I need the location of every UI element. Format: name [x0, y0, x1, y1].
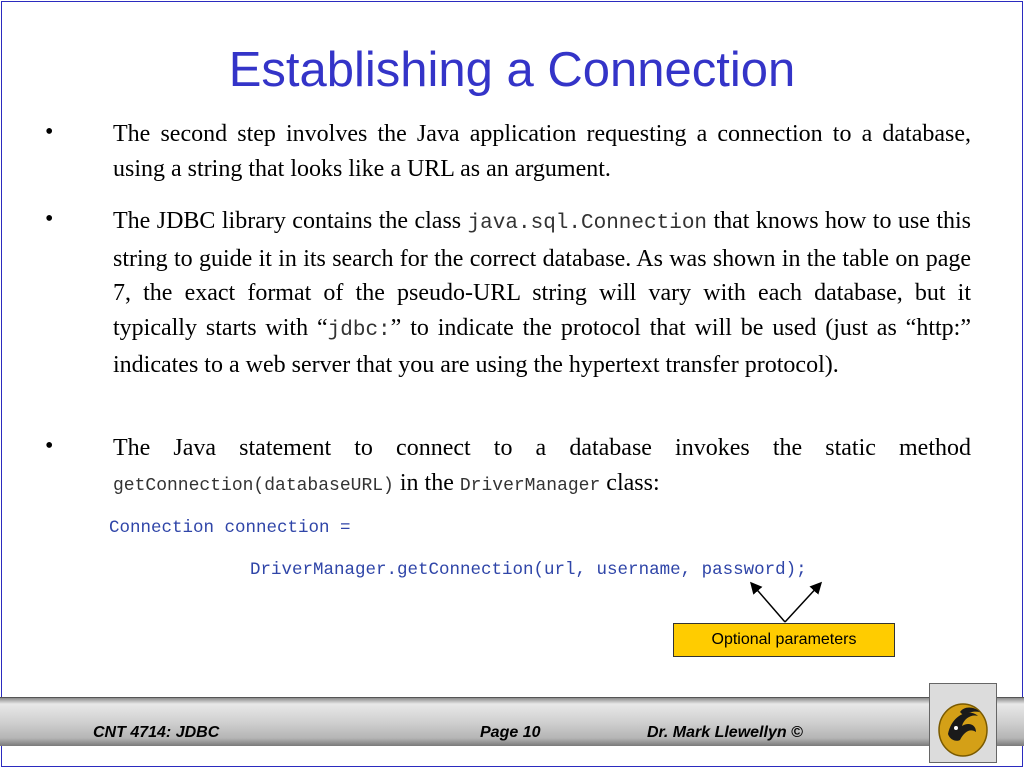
bullet-marker: •	[45, 433, 54, 459]
arrow-to-password	[785, 584, 820, 622]
method-code: getConnection(databaseURL)	[113, 475, 394, 496]
bullet-3-part1: The Java statement to connect to a database invokes the static method	[113, 435, 971, 461]
logo-frame	[929, 683, 997, 763]
bullet-2-part3: ” to indicate the protocol that will be used (just as “http:” indicates to a web server that you are using the hypertext transfer protocol).	[113, 314, 971, 378]
bullet-3-part2: in the	[393, 469, 460, 496]
ucf-pegasus-logo-icon	[930, 684, 996, 762]
optional-parameters-callout: Optional parameters	[673, 623, 895, 657]
bullet-marker: •	[45, 206, 54, 232]
footer-page-number: Page 10	[480, 724, 541, 741]
bullet-3-part3: class:	[600, 469, 660, 496]
bullet-marker: •	[45, 119, 54, 145]
bullet-3-text	[113, 431, 971, 503]
bullet-1-text: The second step involves the Java application requesting a connection to a database, using a string that looks like a URL as an argument.	[113, 121, 971, 182]
bullet-2-part1: The JDBC library contains the class	[113, 208, 468, 234]
arrow-to-username	[752, 584, 785, 622]
drivermanager-code: DriverManager	[459, 475, 601, 496]
bullet-2-text	[113, 204, 971, 383]
code-line-2: DriverManager.getConnection(url, username, password);	[250, 560, 807, 580]
callout-arrows	[740, 580, 840, 625]
code-line-1: Connection connection =	[109, 518, 351, 538]
footer-course: CNT 4714: JDBC	[93, 724, 220, 741]
bullet-2-part2: that knows how to use this string to guide it in its search for the correct database. As was shown in the table on page 7, the exact format of the pseudo-URL string will vary with each database, but it typically starts with “	[113, 208, 972, 341]
jdbc-prefix-code: jdbc:	[327, 318, 391, 342]
footer-author: Dr. Mark Llewellyn ©	[647, 724, 803, 741]
slide-title: Establishing a Connection	[228, 43, 796, 97]
class-name-code: java.sql.Connection	[467, 212, 708, 235]
